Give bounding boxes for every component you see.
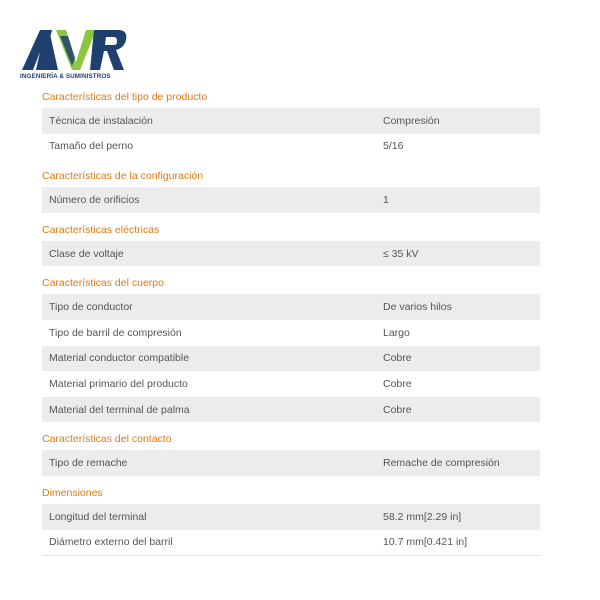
spec-label: Diámetro externo del barril [49,536,173,549]
spec-row [42,504,540,530]
spec-value: Cobre [383,377,412,390]
spec-label: Número de orificios [49,193,140,206]
spec-label: Material conductor compatible [49,352,190,365]
spec-label: Clase de voltaje [49,247,124,260]
spec-row [42,530,540,557]
spec-label: Tamaño del perno [49,140,134,153]
spec-value: 1 [383,193,389,206]
spec-row [42,187,540,213]
section-title: Dimensiones [42,486,103,499]
section-title: Características eléctricas [42,223,160,236]
spec-row [42,397,540,423]
spec-label: Material del terminal de palma [49,403,190,416]
spec-row [42,294,540,320]
section-title: Características del cuerpo [42,277,164,290]
spec-label: Material primario del producto [49,377,188,390]
spec-row [42,108,540,134]
section-title: Características del tipo de producto [42,91,208,103]
spec-label: Longitud del terminal [49,510,147,523]
spec-row [42,134,540,160]
section-rows [42,504,540,556]
spec-label: Tipo de remache [49,457,128,470]
spec-value: Cobre [383,352,412,365]
spec-row [42,320,540,346]
spec-sheet [42,86,540,562]
section-title: Características del contacto [42,433,172,446]
spec-row [42,346,540,372]
spec-value: De varios hilos [383,301,452,314]
spec-row [42,241,540,267]
spec-value: ≤ 35 kV [383,247,419,260]
section-rows [42,294,540,422]
spec-value: 58.2 mm[2.29 in] [383,510,462,523]
brand-logo [20,26,130,84]
avr-logo-icon [20,26,128,72]
spec-label: Tipo de barril de compresión [49,326,182,339]
spec-value: 10.7 mm[0.421 in] [383,536,468,549]
brand-tagline: INGENIERÍA & SUMINISTROS [20,73,111,80]
spec-value: Largo [383,326,410,339]
section-rows [42,108,540,159]
spec-value: Cobre [383,403,412,416]
section-rows [42,187,540,213]
spec-row [42,450,540,476]
spec-label: Técnica de instalación [49,114,153,127]
spec-value: Compresión [383,114,440,127]
section-title: Características de la configuración [42,170,204,183]
section-rows [42,450,540,476]
spec-label: Tipo de conductor [49,301,133,314]
section-rows [42,241,540,267]
spec-value: Remache de compresión [383,457,500,470]
spec-row [42,371,540,397]
spec-value: 5/16 [383,140,404,153]
